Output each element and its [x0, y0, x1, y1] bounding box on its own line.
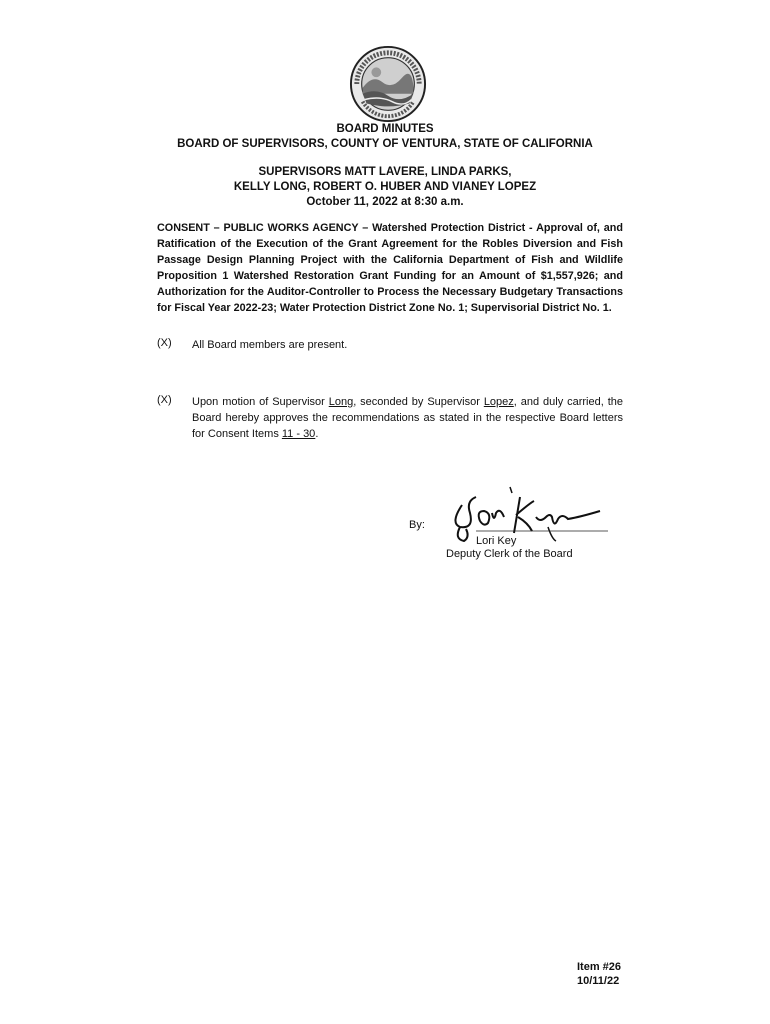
motion-text-part3: , and duly carried, the Board hereby approves the recommendations as stated in the respective Board letters for Consent Items	[192, 396, 623, 440]
signer-title: Deputy Clerk of the Board	[446, 548, 573, 560]
attendance-mark: (X)	[157, 337, 172, 349]
motion-items: 11 - 30	[281, 428, 316, 440]
supervisors-block	[0, 165, 770, 210]
consent-item-description: CONSENT – PUBLIC WORKS AGENCY – Watershed Protection District - Approval of, and Ratification of the Execution of the Grant Agreement for the Robles Diversion and Fish Passage Design Planning Project with the California Department of Fish and Wildlife Proposition 1 Watershed Restoration Grant Funding for an Amount of $1,557,926; and Authorization for the Auditor-Controller to Process the Necessary Budgetary Transactions for Fiscal Year 2022-23; Water Protection District Zone No. 1; Supervisorial District No. 1.	[157, 222, 623, 314]
item-footer	[577, 960, 621, 988]
by-label: By:	[409, 519, 425, 531]
signer-name: Lori Key	[476, 535, 517, 547]
minutes-subtitle: BOARD OF SUPERVISORS, COUNTY OF VENTURA, STATE OF CALIFORNIA	[177, 138, 593, 150]
item-date: 10/11/22	[577, 975, 620, 987]
county-seal	[349, 45, 427, 123]
supervisors-line-1: SUPERVISORS MATT LAVERE, LINDA PARKS,	[258, 166, 512, 178]
supervisors-line-2: KELLY LONG, ROBERT O. HUBER AND VIANEY LOPEZ	[233, 181, 537, 193]
motion-text-part2: , seconded by Supervisor	[353, 396, 484, 408]
handwritten-signature	[440, 483, 610, 545]
motion-text-part4: .	[315, 428, 319, 440]
minutes-title: BOARD MINUTES	[336, 123, 434, 135]
motion-mark: (X)	[157, 394, 172, 406]
motion-mover: Long	[328, 396, 354, 408]
motion-seconder: Lopez	[483, 396, 514, 408]
motion-text-part1: Upon motion of Supervisor	[192, 396, 329, 408]
minutes-header	[0, 122, 770, 152]
attendance-text: All Board members are present.	[192, 339, 348, 351]
item-number: Item #26	[577, 961, 622, 973]
meeting-date: October 11, 2022 at 8:30 a.m.	[306, 196, 464, 208]
motion-text	[192, 394, 623, 442]
